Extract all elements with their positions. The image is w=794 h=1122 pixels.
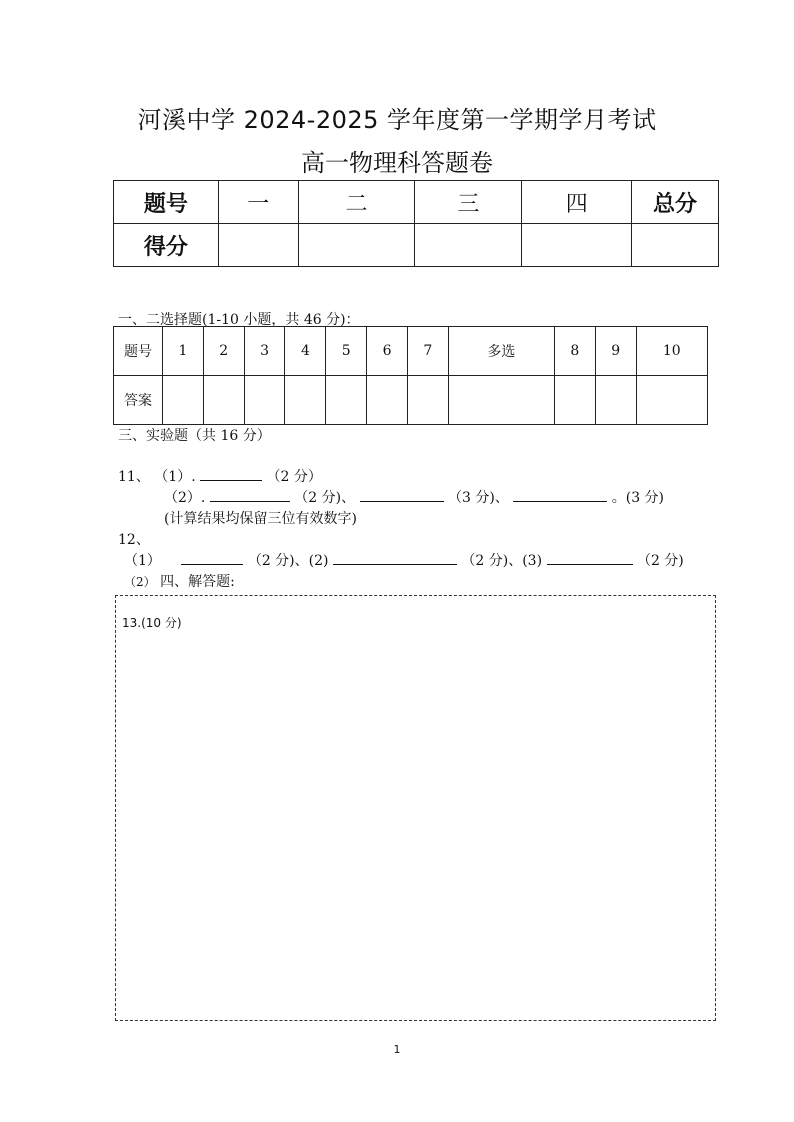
score-header-cell: 二 [298,181,415,224]
q13-answer-area[interactable] [115,595,716,1021]
mc-row-label: 题号 [114,327,163,376]
mc-answer-cell[interactable] [595,376,636,425]
section4-heading: 四、解答题: [160,574,235,590]
score-table-score-row [114,224,719,267]
score-cell[interactable] [298,224,415,267]
q12-part3-blank[interactable] [547,550,633,565]
q11-part2-blank-b[interactable] [360,487,444,502]
score-table [113,180,719,267]
mc-answer-cell[interactable] [163,376,204,425]
mc-question-number: 8 [554,327,595,376]
mc-answer-cell[interactable] [554,376,595,425]
section4-heading-line [124,571,235,591]
score-table-header-row [114,181,719,224]
section4-prefix: （2） [124,575,156,589]
mc-answer-cell[interactable] [367,376,408,425]
q11-part1-label: （1）. [154,469,196,485]
q12-part1-blank[interactable] [181,550,243,565]
q11-part2-score-c: 。(3 分) [611,490,665,506]
mc-question-number: 6 [367,327,408,376]
mc-question-number: 1 [163,327,204,376]
q11-label: 11、 [118,469,150,485]
q12-line [124,550,684,570]
exam-subtitle: 高一物理科答题卷 [301,149,493,177]
q12-part1-score: （2 分)、(2) [247,553,329,569]
mc-question-number: 多选 [448,327,554,376]
q11-part2-line [164,487,664,507]
mc-answer-row [114,376,708,425]
mc-answer-cell[interactable] [203,376,244,425]
q12-part1-label: （1） [124,553,161,569]
mc-question-number: 10 [636,327,707,376]
mc-number-row [114,327,708,376]
score-header-cell: 四 [522,181,632,224]
score-header-cell: 三 [415,181,522,224]
score-row-label: 得分 [114,224,219,267]
mc-question-number: 9 [595,327,636,376]
multiple-choice-answer-table [113,326,708,425]
q11-part2-blank-c[interactable] [513,487,607,502]
q11-part2-score-a: （2 分)、 [294,490,356,506]
exam-title: 河溪中学 2024-2025 学年度第一学期学月考试 [137,106,657,134]
q12-part3-score: （2 分) [636,553,684,569]
mc-question-number: 5 [326,327,367,376]
q11-part2-label: （2）. [164,490,206,506]
section3-heading: 三、实验题（共 16 分） [118,428,271,444]
q11-part1-score: （2 分） [266,469,322,485]
q11-note: (计算结果均保留三位有效数字) [164,511,357,527]
q11-part1-line [118,466,322,486]
q12-part2-blank[interactable] [333,550,457,565]
mc-answer-cell[interactable] [636,376,707,425]
page-number: 1 [393,1043,401,1056]
score-header-cell: 一 [218,181,298,224]
score-cell[interactable] [522,224,632,267]
score-cell[interactable] [218,224,298,267]
mc-answer-cell[interactable] [244,376,285,425]
q12-part2-score: （2 分)、(3) [461,553,543,569]
mc-answer-cell[interactable] [407,376,448,425]
mc-row-label: 答案 [114,376,163,425]
mc-answer-cell[interactable] [326,376,367,425]
q11-part2-blank-a[interactable] [210,487,290,502]
q11-part2-score-b: （3 分)、 [448,490,509,506]
mc-answer-cell[interactable] [448,376,554,425]
q11-part1-blank[interactable] [200,466,262,481]
mc-question-number: 7 [407,327,448,376]
q13-label: 13.(10 分) [122,616,182,630]
score-header-cell: 题号 [114,181,219,224]
mc-question-number: 4 [285,327,326,376]
mc-question-number: 2 [203,327,244,376]
section1-heading: 一、二选择题(1-10 小题，共 46 分)： [118,312,360,328]
score-header-cell: 总分 [632,181,719,224]
mc-question-number: 3 [244,327,285,376]
score-cell[interactable] [415,224,522,267]
score-cell[interactable] [632,224,719,267]
q12-label: 12、 [118,532,150,548]
mc-answer-cell[interactable] [285,376,326,425]
